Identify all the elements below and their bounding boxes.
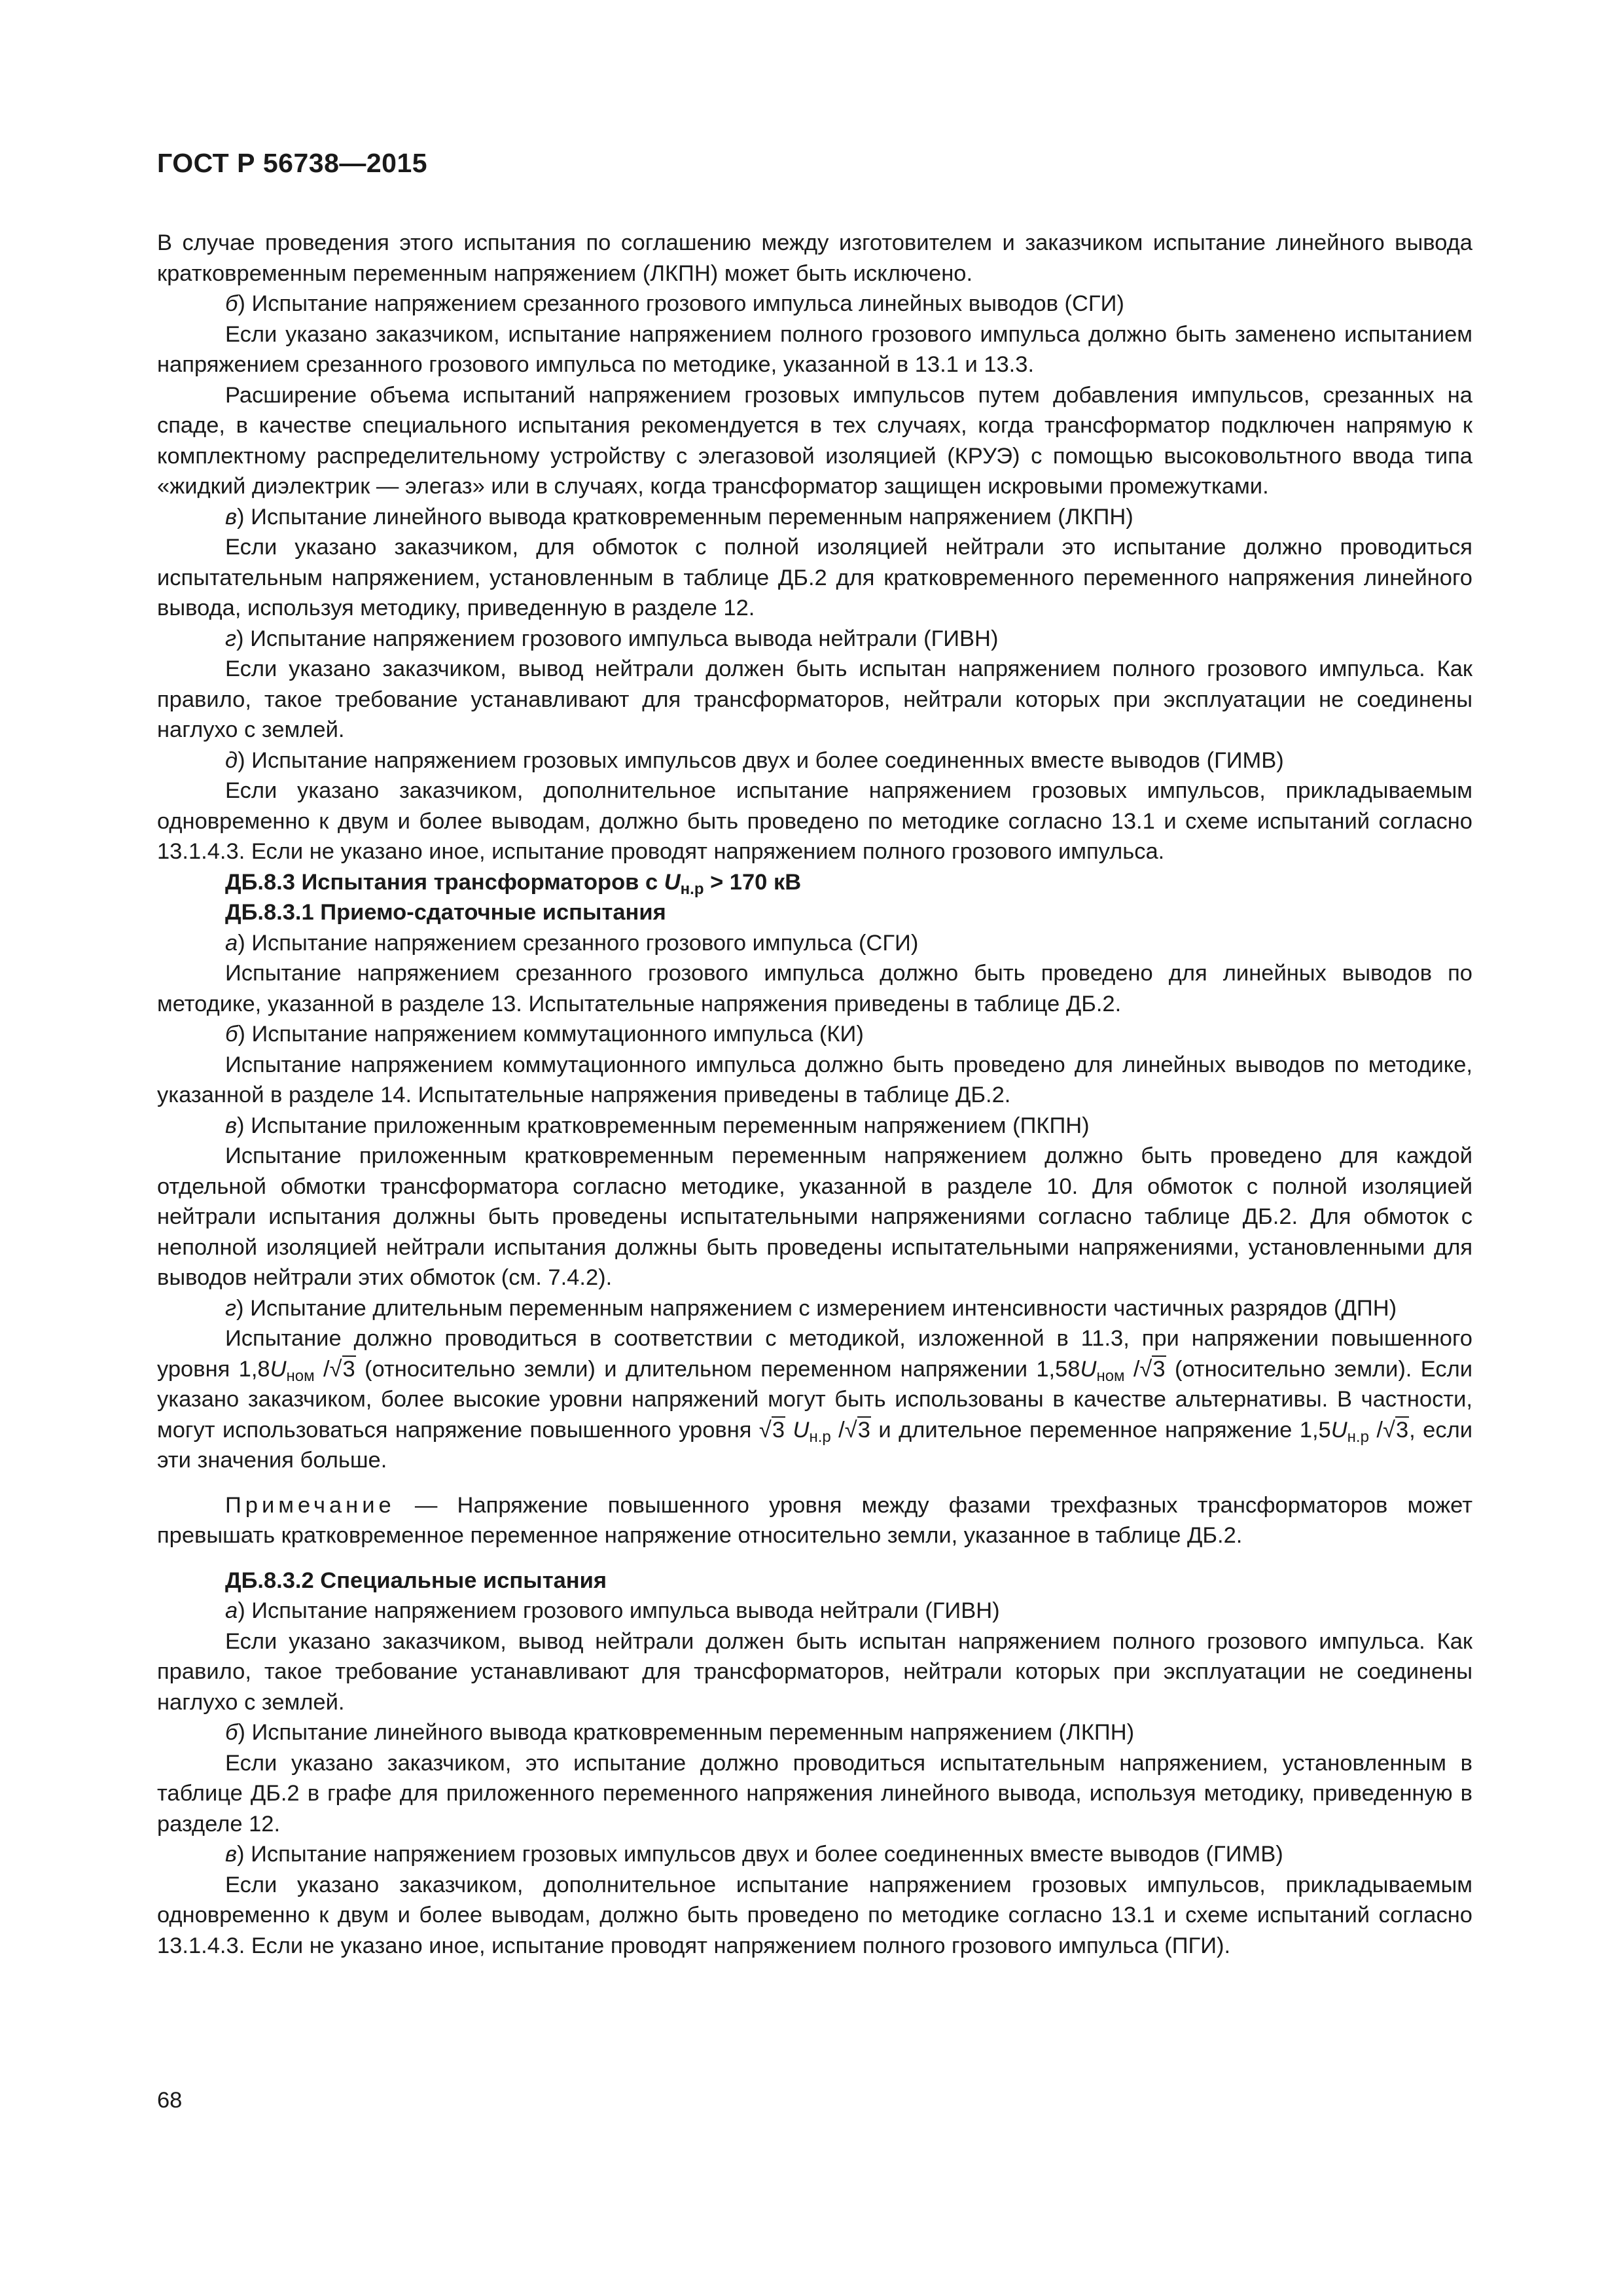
list-letter: в [225,1842,238,1867]
subsection-heading: ДБ.8.3.2 Специальные испытания [225,1568,607,1593]
paragraph: Если указано заказчиком, дополнительное испытание напряжением грозовых импульсов, прикладываемым одновременно к двум и более выводам, должно быть проведено по методике согласно 13.1 и схеме испытаний согласно 13.1.4.3. Если не указано иное, испытание проводят напряжением полного грозового импульса (ПГИ). [157,1872,1472,1958]
list-item [157,928,1472,959]
paragraph: Если указано заказчиком, вывод нейтрали должен быть испытан напряжением полного грозового импульса. Как правило, такое требование устанавливают для трансформаторов, нейтрали которых при эксплуатации не соединены наглухо с землей. [157,1628,1472,1715]
formula-paragraph: Испытание должно проводиться в соответствии с методикой, изложенной в 11.3, при напряжении повышенного уровня $1,8U_{ном}$ /√3 (относительно земли) и длительном переменном напряжении $1,58U_{ном}$ /√3 (относительно земли). Если указано заказчиком, более высокие уровни напряжений могут быть использованы в качестве альтернативы. В частности, могут использоваться напряжение повышенного уровня √3 $U_{н.р}$ /√3 и длительное переменное напряжение $1,5U_{н.р}$ /√3, если эти значения больше. [157,1326,1473,1473]
paragraph: Испытание напряжением коммутационного импульса должно быть проведено для линейных выводов по методике, указанной в разделе 14. Испытательные напряжения приведены в таблице ДБ.2. [157,1052,1472,1107]
list-item-text: ) Испытание напряжением коммутационного импульса (КИ) [238,1022,864,1047]
list-letter: б [225,1720,238,1745]
note-label: Примечание [225,1492,395,1518]
section-heading [157,867,1472,898]
heading-subscript: н.р [680,880,704,898]
list-item-text: ) Испытание приложенным кратковременным переменным напряжением (ПКПН) [237,1113,1090,1138]
paragraph: Испытание напряжением срезанного грозового импульса должно быть проведено для линейных выводов по методике, указанной в разделе 13. Испытательные напряжения приведены в таблице ДБ.2. [157,961,1472,1016]
note-paragraph [157,1490,1472,1551]
paragraph: Испытание приложенным кратковременным переменным напряжением должно быть проведено для каждой отдельной обмотки трансформатора согласно методике, указанной в разделе 10. Для обмоток с полной изоляцией нейтрали испытания должны быть проведены испытательными напряжениями согласно таблице ДБ.2. Для обмоток с неполной изоляцией нейтрали испытания должны быть проведены испытательными напряжениями, установленными для выводов нейтрали этих обмоток (см. 7.4.2). [157,1143,1472,1290]
list-letter: г [225,1295,237,1321]
paragraph: В случае проведения этого испытания по соглашению между изготовителем и заказчиком испытание линейного вывода кратковременным переменным напряжением (ЛКПН) может быть исключено. [157,230,1472,286]
list-item-text: ) Испытание напряжением грозового импульса вывода нейтрали (ГИВН) [238,1598,1000,1623]
list-item [157,1111,1472,1141]
sqrt-three: √3 [329,1356,355,1382]
paragraph: Если указано заказчиком, это испытание должно проводиться испытательным напряжением, установленным в таблице ДБ.2 в графе для приложенного переменного напряжения линейного вывода, используя методику, приведенную в разделе 12. [157,1750,1472,1837]
document-code-header: ГОСТ Р 56738—2015 [157,148,428,178]
heading-text-end: > 170 кВ [704,869,802,895]
list-item [157,1019,1472,1050]
subsection-heading: ДБ.8.3.1 Приемо-сдаточные испытания [225,900,666,925]
list-item [157,1596,1472,1626]
list-item [157,624,1472,655]
list-item-text: ) Испытание напряжением грозовых импульсов двух и более соединенных вместе выводов (ГИМВ) [238,747,1284,773]
sqrt-three: √3 [1139,1356,1166,1382]
paragraph: Если указано заказчиком, вывод нейтрали должен быть испытан напряжением полного грозового импульса. Как правило, такое требование устанавливают для трансформаторов, нейтрали которых при эксплуатации не соединены наглухо с землей. [157,656,1472,742]
list-item [157,1839,1472,1870]
paragraph: Если указано заказчиком, испытание напряжением полного грозового импульса должно быть заменено испытанием напряжением срезанного грозового импульса по методике, указанной в 13.1 и 13.3. [157,321,1472,377]
list-letter: б [225,1022,238,1047]
sqrt-three: √3 [1383,1417,1409,1443]
list-item [157,1717,1472,1748]
paragraph: Если указано заказчиком, дополнительное испытание напряжением грозовых импульсов, прикладываемым одновременно к двум и более выводам, должно быть проведено по методике согласно 13.1 и схеме испытаний согласно 13.1.4.3. Если не указано иное, испытание проводят напряжением полного грозового импульса. [157,778,1472,864]
heading-text: ДБ.8.3 Испытания трансформаторов с [225,869,664,895]
list-letter: а [225,930,238,956]
list-item-text: ) Испытание линейного вывода кратковременным переменным напряжением (ЛКПН) [237,504,1133,529]
list-letter: д [225,747,238,773]
list-item-text: ) Испытание напряжением срезанного грозового импульса линейных выводов (СГИ) [238,291,1124,316]
list-item-text: ) Испытание напряжением грозовых импульсов двух и более соединенных вместе выводов (ГИМВ) [237,1842,1283,1867]
list-item [157,745,1472,776]
list-letter: а [225,1598,238,1623]
paragraph: Расширение объема испытаний напряжением грозовых импульсов путем добавления импульсов, срезанных на спаде, в качестве специального испытания рекомендуется в тех случаях, когда трансформатор подключен напрямую к комплектному распределительному устройству с элегазовой изоляцией (КРУЭ) с помощью высоковольтного ввода типа «жидкий диэлектрик — элегаз» или в случаях, когда трансформатор защищен искровыми промежутками. [157,382,1472,499]
list-letter: г [225,626,237,651]
sqrt-three: √3 [758,1417,785,1443]
document-body [157,228,1472,1961]
list-item-text: ) Испытание напряжением грозового импульса вывода нейтрали (ГИВН) [236,626,999,651]
list-item [157,289,1472,319]
list-item-text: ) Испытание напряжением срезанного грозового импульса (СГИ) [238,930,919,956]
list-item [157,502,1472,533]
list-item [157,1293,1472,1324]
sqrt-three: √3 [844,1417,870,1443]
list-item-text: ) Испытание длительным переменным напряжением с измерением интенсивности частичных разрядов (ДПН) [236,1295,1397,1321]
note-text: — Напряжение повышенного уровня между фазами трехфазных трансформаторов может превышать кратковременное переменное напряжение относительно земли, указанное в таблице ДБ.2. [157,1492,1472,1548]
list-letter: в [225,504,238,529]
list-letter: б [225,291,238,316]
heading-variable: U [664,869,681,895]
page-number: 68 [157,2088,183,2113]
list-item-text: ) Испытание линейного вывода кратковременным переменным напряжением (ЛКПН) [238,1720,1135,1745]
list-letter: в [225,1113,238,1138]
paragraph: Если указано заказчиком, для обмоток с полной изоляцией нейтрали это испытание должно проводиться испытательным напряжением, установленным в таблице ДБ.2 для кратковременного переменного напряжения линейного вывода, используя методику, приведенную в разделе 12. [157,535,1472,620]
